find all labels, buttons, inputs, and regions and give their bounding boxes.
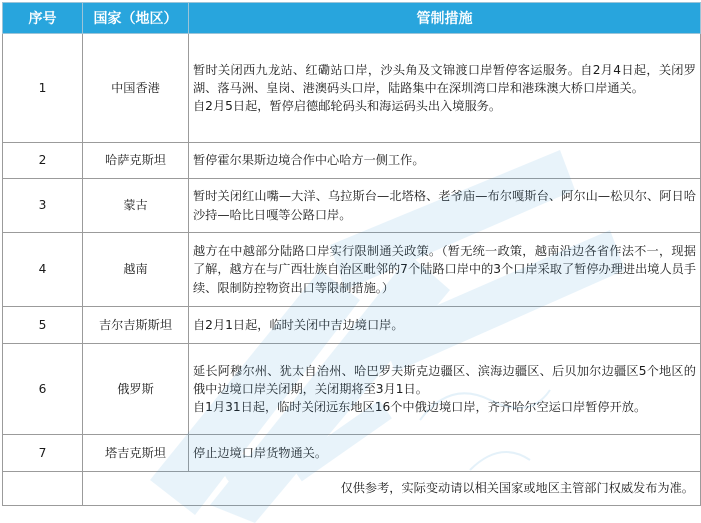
measure-text: 延长阿穆尔州、犹太自治州、哈巴罗夫斯克边疆区、滨海边疆区、后贝加尔边疆区5个地区的俄中边境口岸关闭期，关闭期将至3月1日。 — [193, 363, 696, 396]
measure-text: 暂停霍尔果斯边境合作中心哈方一侧工作。 — [193, 153, 425, 168]
header-measures: 管制措施 — [189, 3, 701, 34]
header-country: 国家（地区） — [83, 3, 189, 34]
row-measures — [189, 435, 701, 472]
row-index: 1 — [3, 34, 83, 143]
measure-text: 暂时关闭西九龙站、红磡站口岸，沙头角及文锦渡口岸暂停客运服务。自2月4日起，关闭罗湖、落马洲、皇岗、港澳码头口岸，陆路集中在深圳湾口岸和港珠澳大桥口岸通关。 — [193, 62, 696, 95]
note-row — [3, 472, 701, 506]
row-measures — [189, 143, 701, 179]
table-row — [3, 435, 701, 472]
row-measures — [189, 179, 701, 233]
table-header-row — [3, 3, 701, 34]
table-row — [3, 307, 701, 344]
measure-text: 自1月31日起，临时关闭远东地区16个中俄边境口岸，齐齐哈尔空运口岸暂停开放。 — [193, 400, 647, 415]
control-measures-table — [2, 2, 701, 506]
row-index: 2 — [3, 143, 83, 179]
row-index: 6 — [3, 344, 83, 435]
row-index: 7 — [3, 435, 83, 472]
table-row — [3, 143, 701, 179]
disclaimer-note: 仅供参考，实际变动请以相关国家或地区主管部门权威发布为准。 — [83, 472, 701, 506]
row-country: 俄罗斯 — [83, 344, 189, 435]
measure-text: 暂时关闭红山嘴—大洋、乌拉斯台—北塔格、老爷庙—布尔嘎斯台、阿尔山—松贝尔、阿日哈沙持—哈比日嘎等公路口岸。 — [193, 189, 696, 222]
row-country: 哈萨克斯坦 — [83, 143, 189, 179]
row-country: 越南 — [83, 233, 189, 307]
measure-text: 停止边境口岸货物通关。 — [193, 445, 328, 460]
header-index: 序号 — [3, 3, 83, 34]
table-row — [3, 344, 701, 435]
row-country: 中国香港 — [83, 34, 189, 143]
table-row — [3, 179, 701, 233]
row-measures — [189, 34, 701, 143]
table-row — [3, 233, 701, 307]
row-measures — [189, 233, 701, 307]
row-measures — [189, 344, 701, 435]
row-index: 3 — [3, 179, 83, 233]
note-blank-cell — [3, 472, 83, 506]
measure-text: 自2月5日起，暂停启德邮轮码头和海运码头出入境服务。 — [193, 99, 502, 114]
row-country: 蒙古 — [83, 179, 189, 233]
row-index: 4 — [3, 233, 83, 307]
row-index: 5 — [3, 307, 83, 344]
row-measures — [189, 307, 701, 344]
row-country: 塔吉克斯坦 — [83, 435, 189, 472]
measure-text: 越方在中越部分陆路口岸实行限制通关政策。（暂无统一政策，越南沿边各省作法不一，现据了解，越方在与广西壮族自治区毗邻的7个陆路口岸中的3个口岸采取了暂停办理进出境人员手续、限制防控物资出口等限制措施。） — [193, 244, 697, 295]
measure-text: 自2月1日起，临时关闭中吉边境口岸。 — [193, 317, 404, 332]
table-row — [3, 34, 701, 143]
row-country: 吉尔吉斯斯坦 — [83, 307, 189, 344]
